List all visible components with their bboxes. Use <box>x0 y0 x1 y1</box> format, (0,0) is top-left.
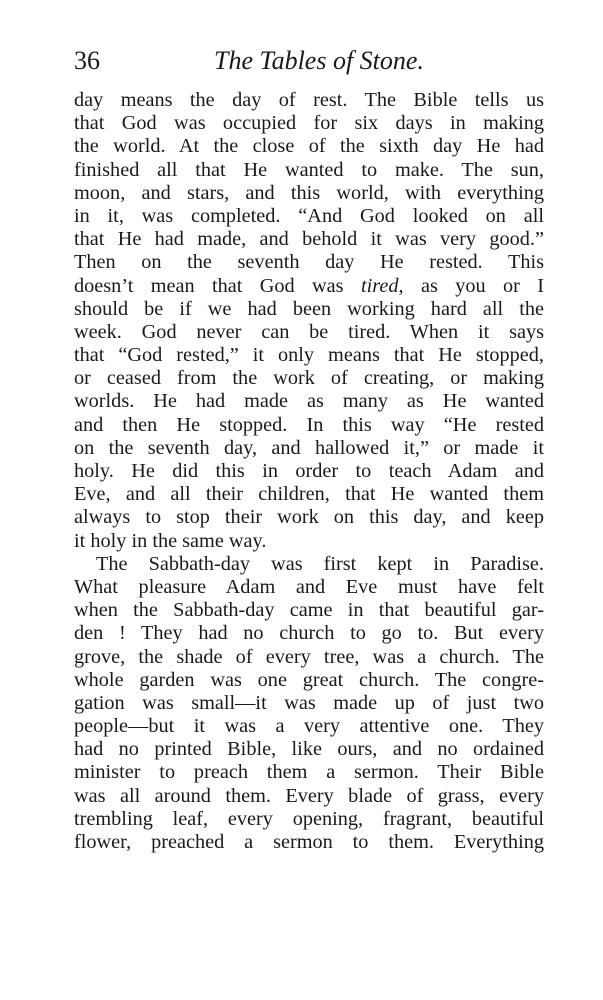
emphasized-word: tired <box>360 274 399 297</box>
text-line: that God was occupied for six days in making <box>74 112 544 135</box>
text-segment: , as you or I <box>398 274 544 297</box>
text-line: Eve, and all their children, that He wanted them <box>74 483 544 506</box>
text-line: week. God never can be tired. When it says <box>74 320 544 343</box>
running-head <box>74 42 544 80</box>
text-line: always to stop their work on this day, and keep <box>74 506 544 529</box>
text-line: or ceased from the work of creating, or making <box>74 367 544 390</box>
text-line: moon, and stars, and this world, with everything <box>74 181 544 204</box>
text-line: The Sabbath-day was first kept in Paradise. <box>96 552 544 575</box>
paragraph-2 <box>74 553 544 854</box>
text-line: flower, preached a sermon to them. Everything <box>74 831 544 853</box>
text-line: day means the day of rest. The Bible tells us <box>74 89 544 111</box>
running-title: The Tables of Stone. <box>214 46 424 75</box>
text-line: was all around them. Every blade of grass, every <box>74 784 544 807</box>
text-line: holy. He did this in order to teach Adam and <box>74 460 544 482</box>
page-number: 36 <box>74 46 100 75</box>
text-line: den ! They had no church to go to. But every <box>74 622 544 645</box>
paragraph-1 <box>74 89 544 553</box>
text-line: that “God rested,” it only means that He stopped, <box>74 344 544 367</box>
text-line: worlds. He had made as many as He wanted <box>74 390 544 413</box>
text-line: finished all that He wanted to make. The sun, <box>74 158 544 181</box>
text-line-with-emphasis <box>74 275 544 298</box>
text-line: minister to preach them a sermon. Their Bible <box>74 761 544 784</box>
text-line: trembling leaf, every opening, fragrant, beautiful <box>74 807 544 830</box>
text-line: What pleasure Adam and Eve must have felt <box>74 575 544 598</box>
text-line: should be if we had been working hard all the <box>74 297 544 320</box>
text-line: when the Sabbath-day came in that beautiful gar- <box>74 599 544 622</box>
text-line: had no printed Bible, like ours, and no ordained <box>74 738 544 761</box>
text-line: it holy in the same way. <box>74 529 267 552</box>
text-line: gation was small—it was made up of just two <box>74 691 544 714</box>
body-text <box>74 89 544 854</box>
text-line: the world. At the close of the sixth day He had <box>74 135 544 158</box>
text-segment: doesn’t mean that God was <box>74 274 361 297</box>
text-line: Then on the seventh day He rested. This <box>74 251 544 274</box>
text-line: people—but it was a very attentive one. They <box>74 715 544 738</box>
text-line: whole garden was one great church. The congre- <box>74 668 544 691</box>
text-line: and then He stopped. In this way “He rested <box>74 413 544 436</box>
text-line: that He had made, and behold it was very good.” <box>74 228 544 251</box>
text-line: on the seventh day, and hallowed it,” or made it <box>74 436 544 459</box>
text-line: in it, was completed. “And God looked on all <box>74 204 544 227</box>
text-line: grove, the shade of every tree, was a church. The <box>74 645 544 668</box>
